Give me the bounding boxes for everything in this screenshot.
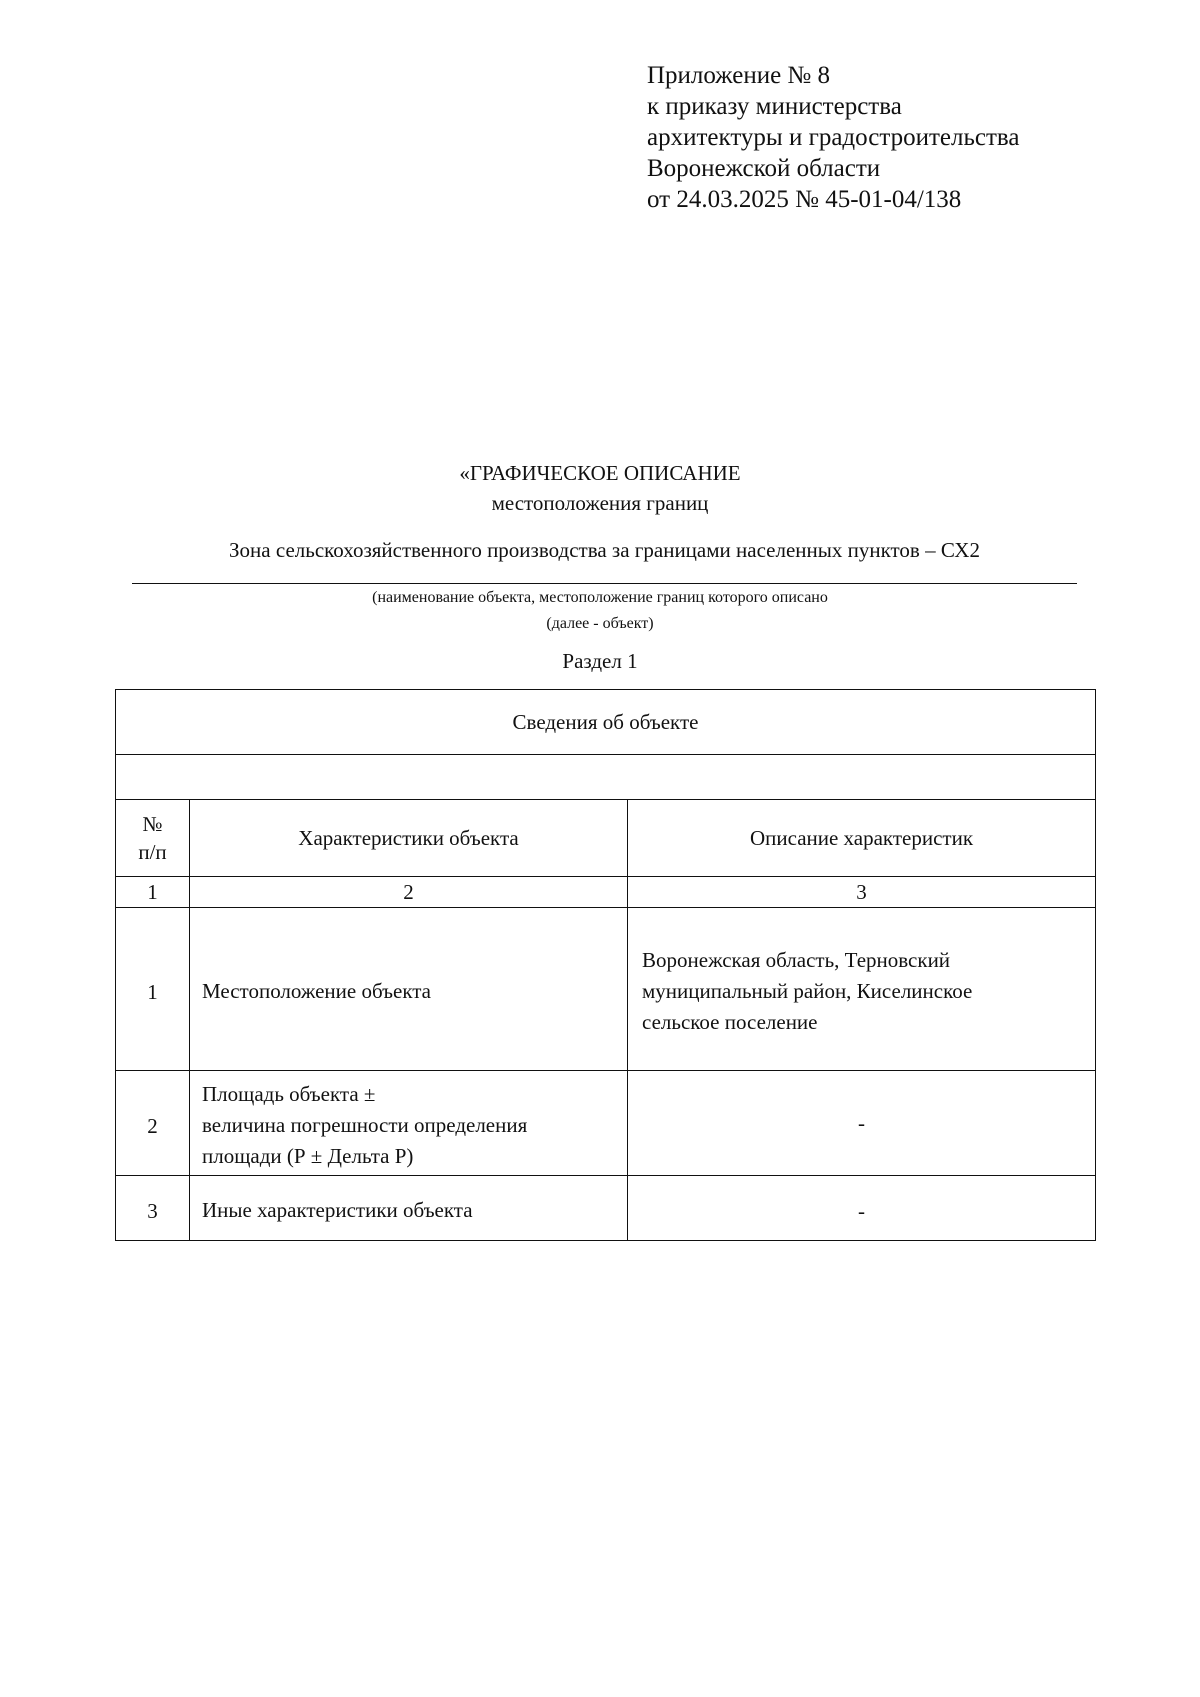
appendix-line: Приложение № 8	[647, 62, 831, 89]
table-title-row	[116, 690, 1096, 755]
appendix-line: архитектуры и градостроительства	[647, 124, 1020, 151]
table-header-row	[116, 800, 1096, 877]
object-name: Зона сельскохозяйственного производства за границами населенных пунктов – СХ2	[229, 538, 980, 562]
row-description: -	[628, 1176, 1096, 1241]
document-title: «ГРАФИЧЕСКОЕ ОПИСАНИЕ	[459, 461, 741, 485]
table-empty-row	[116, 755, 1096, 800]
table-row	[116, 908, 1096, 1071]
num-header-line: №	[142, 812, 163, 836]
row-description	[628, 908, 1096, 1071]
section-label: Раздел 1	[562, 649, 638, 673]
table-title: Сведения об объекте	[116, 690, 1096, 755]
appendix-line: к приказу министерства	[647, 93, 902, 120]
characteristic-line: Местоположение объекта	[202, 978, 432, 1003]
row-number: 2	[116, 1071, 190, 1176]
table-row	[116, 1176, 1096, 1241]
appendix-line: от 24.03.2025 № 45-01-04/138	[647, 186, 962, 213]
description-line: муниципальный район, Киселинское	[642, 978, 973, 1003]
row-characteristic	[190, 1071, 628, 1176]
characteristic-line: Площадь объекта ±	[202, 1081, 376, 1106]
num-header-line: п/п	[138, 840, 167, 864]
object-name-caption: (наименование объекта, местоположение границ которого описано	[372, 589, 828, 606]
column-number: 2	[190, 877, 628, 908]
characteristic-line: Иные характеристики объекта	[202, 1197, 473, 1222]
object-info-table	[115, 689, 1096, 1241]
column-number: 3	[628, 877, 1096, 908]
description-line: сельское поселение	[642, 1009, 818, 1034]
object-name-caption-cont: (далее - объект)	[546, 615, 654, 632]
appendix-line: Воронежской области	[647, 155, 881, 182]
appendix-block	[647, 60, 1167, 215]
characteristic-line: площади (Р ± Дельта Р)	[202, 1143, 414, 1168]
document-subtitle: местоположения границ	[491, 491, 709, 515]
column-header-characteristics: Характеристики объекта	[190, 800, 628, 877]
empty-cell	[116, 755, 1096, 800]
column-header-description: Описание характеристик	[628, 800, 1096, 877]
characteristic-line: величина погрешности определения	[202, 1112, 528, 1137]
table-row	[116, 1071, 1096, 1176]
column-number-row	[116, 877, 1096, 908]
row-description: -	[628, 1071, 1096, 1176]
row-characteristic	[190, 908, 628, 1071]
row-characteristic	[190, 1176, 628, 1241]
column-header-num	[116, 800, 190, 877]
row-number: 3	[116, 1176, 190, 1241]
column-number: 1	[116, 877, 190, 908]
description-line: Воронежская область, Терновский	[642, 947, 951, 972]
object-name-underline	[132, 583, 1077, 584]
row-number: 1	[116, 908, 190, 1071]
